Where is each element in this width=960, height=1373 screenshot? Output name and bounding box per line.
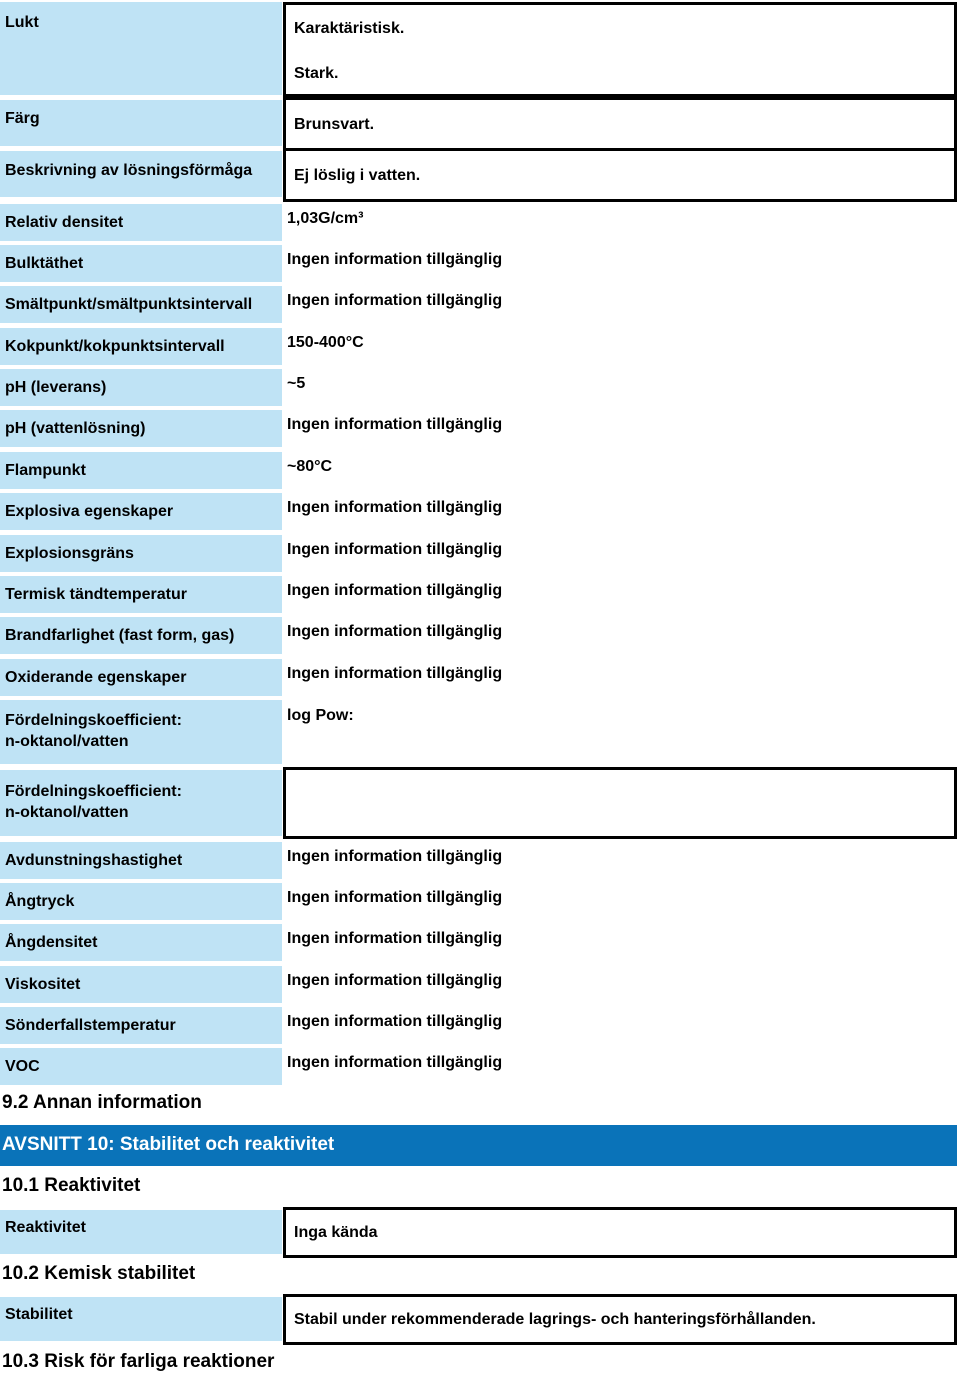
prop-label [0, 883, 282, 920]
prop-row [0, 328, 958, 365]
prop-label-text: n-oktanol/vatten [5, 733, 129, 750]
prop-row [0, 617, 958, 654]
prop-label [0, 369, 282, 406]
prop-label-text: Explosionsgräns [5, 545, 134, 562]
prop-value: Ingen information tillgänglig [287, 665, 503, 682]
prop-row [0, 966, 958, 1003]
prop-label-text: Reaktivitet [5, 1219, 86, 1236]
prop-value: Ej löslig i vatten. [294, 167, 421, 184]
prop-label-text: Fördelningskoefficient: [5, 783, 182, 800]
prop-label-text: Smältpunkt/smältpunktsintervall [5, 296, 253, 313]
prop-row [0, 410, 958, 447]
prop-label-text: Kokpunkt/kokpunktsintervall [5, 338, 225, 355]
prop-value: Ingen information tillgänglig [287, 292, 503, 309]
prop-value: log Pow: [287, 707, 354, 724]
prop-row [0, 924, 958, 961]
value-box-reaktivitet [283, 1207, 957, 1258]
value-box-stabilitet [283, 1294, 957, 1345]
prop-value: Ingen information tillgänglig [287, 623, 503, 640]
prop-value: Ingen information tillgänglig [287, 582, 503, 599]
prop-label [0, 2, 282, 95]
prop-value: Brunsvart. [294, 116, 375, 133]
prop-row [0, 535, 958, 572]
prop-value: Ingen information tillgänglig [287, 848, 503, 865]
prop-label [0, 966, 282, 1003]
prop-label-text: Explosiva egenskaper [5, 503, 174, 520]
prop-label [0, 100, 282, 146]
prop-row [0, 576, 958, 613]
prop-label [0, 245, 282, 282]
value-box-lukt [283, 2, 957, 97]
value-box-farg [283, 97, 957, 151]
subsection-heading-9-2: 9.2 Annan information [2, 1092, 202, 1113]
prop-label [0, 617, 282, 654]
prop-label-text: Ångtryck [5, 893, 75, 910]
prop-row [0, 842, 958, 879]
prop-row [0, 452, 958, 489]
prop-label-text: Viskositet [5, 976, 81, 993]
prop-label-text: Sönderfallstemperatur [5, 1017, 176, 1034]
prop-label [0, 700, 282, 764]
prop-value: Ingen information tillgänglig [287, 972, 503, 989]
prop-label-text: Bulktäthet [5, 255, 84, 272]
prop-label-text: Relativ densitet [5, 214, 124, 231]
value-box-losning [283, 148, 957, 202]
prop-label-text: Termisk tändtemperatur [5, 586, 187, 603]
prop-value: 1,03G/cm³ [287, 210, 364, 227]
prop-value: 150-400°C [287, 334, 364, 351]
prop-label [0, 286, 282, 323]
prop-value: Ingen information tillgänglig [287, 541, 503, 558]
prop-value: Karaktäristisk. [294, 20, 405, 37]
prop-value: Ingen information tillgänglig [287, 251, 503, 268]
prop-label [0, 924, 282, 961]
prop-label-text: pH (leverans) [5, 379, 107, 396]
prop-row [0, 204, 958, 241]
prop-label [0, 1007, 282, 1044]
prop-label-text: Stabilitet [5, 1306, 73, 1323]
prop-value: ~80°C [287, 458, 333, 475]
prop-label [0, 1297, 282, 1341]
prop-label [0, 204, 282, 241]
prop-label [0, 842, 282, 879]
prop-label [0, 770, 282, 836]
prop-label-text: Ångdensitet [5, 934, 98, 951]
subsection-heading-10-3: 10.3 Risk för farliga reaktioner [2, 1351, 275, 1372]
prop-row [0, 883, 958, 920]
prop-label [0, 659, 282, 696]
subsection-heading-10-1: 10.1 Reaktivitet [2, 1175, 141, 1196]
prop-label-text: Fördelningskoefficient: [5, 712, 182, 729]
prop-value: Ingen information tillgänglig [287, 930, 503, 947]
prop-value: Ingen information tillgänglig [287, 1013, 503, 1030]
prop-label-text: Flampunkt [5, 462, 86, 479]
prop-label-text: Avdunstningshastighet [5, 852, 183, 869]
prop-value: Ingen information tillgänglig [287, 499, 503, 516]
prop-value: Stabil under rekommenderade lagrings- och hanteringsförhållanden. [294, 1311, 816, 1328]
prop-label [0, 493, 282, 530]
prop-value: Ingen information tillgänglig [287, 416, 503, 433]
prop-value: ~5 [287, 375, 306, 392]
value-box-fordelning-2 [283, 767, 957, 839]
prop-row [0, 659, 958, 696]
prop-label [0, 1048, 282, 1085]
prop-label-text: pH (vattenlösning) [5, 420, 146, 437]
prop-label [0, 151, 282, 197]
prop-label-text: VOC [5, 1058, 40, 1075]
prop-value: Ingen information tillgänglig [287, 889, 503, 906]
prop-row-fordelning-1 [0, 700, 958, 764]
section-heading-10: AVSNITT 10: Stabilitet och reaktivitet [0, 1125, 957, 1166]
prop-label-text: Lukt [5, 14, 39, 31]
prop-label-text: n-oktanol/vatten [5, 804, 129, 821]
prop-value: Stark. [294, 65, 339, 82]
prop-value: Ingen information tillgänglig [287, 1054, 503, 1071]
prop-label [0, 410, 282, 447]
prop-row [0, 369, 958, 406]
prop-label-text: Beskrivning av lösningsförmåga [5, 162, 253, 179]
prop-label-text: Oxiderande egenskaper [5, 669, 187, 686]
prop-row [0, 1007, 958, 1044]
prop-label [0, 576, 282, 613]
subsection-heading-10-2: 10.2 Kemisk stabilitet [2, 1263, 196, 1284]
prop-label [0, 1210, 282, 1254]
prop-row [0, 286, 958, 323]
prop-label-text: Brandfarlighet (fast form, gas) [5, 627, 235, 644]
prop-label [0, 452, 282, 489]
prop-row [0, 493, 958, 530]
prop-value: Inga kända [294, 1224, 378, 1241]
prop-row [0, 245, 958, 282]
prop-row [0, 1048, 958, 1085]
prop-label [0, 328, 282, 365]
prop-label-text: Färg [5, 110, 40, 127]
prop-label [0, 535, 282, 572]
